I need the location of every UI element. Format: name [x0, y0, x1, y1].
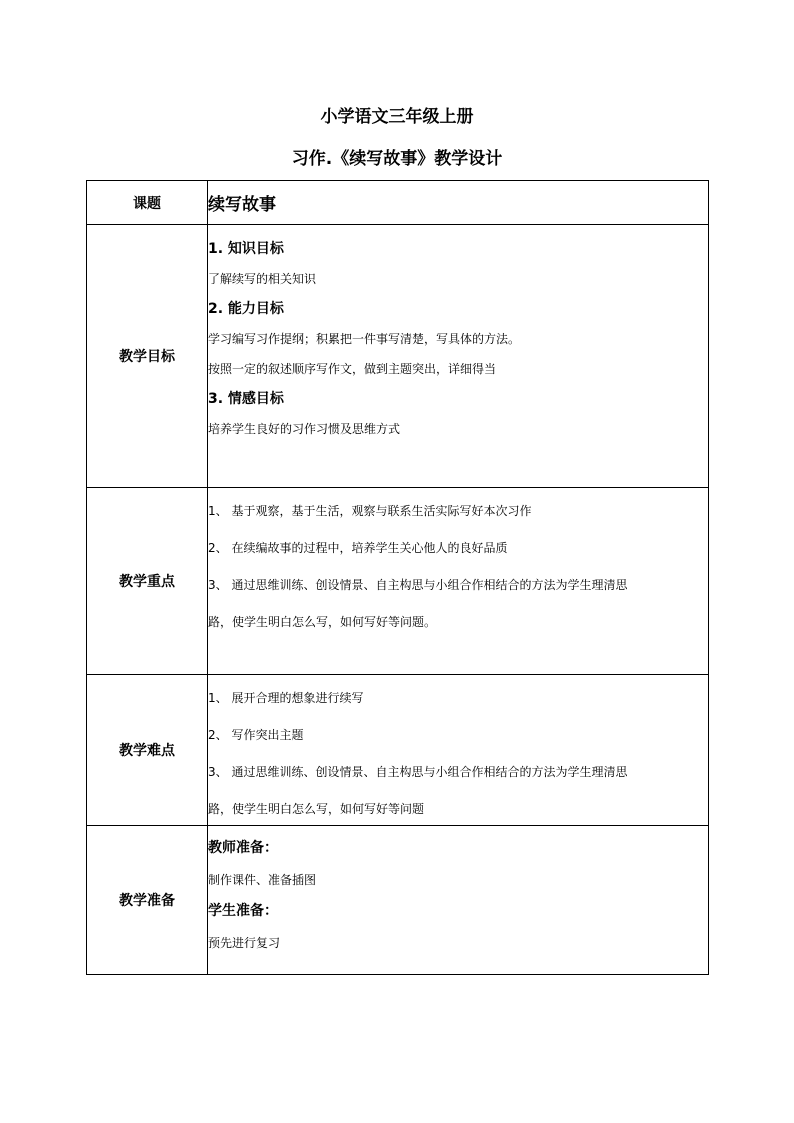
difficulty-item: 3、 通过思维训练、创设情景、自主构思与小组合作相结合的方法为学生理清思	[208, 765, 628, 779]
knowledge-goal-text: 了解续写的相关知识	[208, 272, 317, 286]
ability-goal-heading: 2. 能力目标	[208, 301, 284, 317]
student-prep-heading: 学生准备：	[208, 903, 278, 919]
key-point-item: 3、 通过思维训练、创设情景、自主构思与小组合作相结合的方法为学生理清思	[208, 578, 628, 592]
knowledge-goal-heading: 1. 知识目标	[208, 241, 284, 257]
teacher-prep-text: 制作课件、准备插图	[208, 873, 317, 887]
topic-row	[87, 181, 709, 225]
goals-row	[87, 225, 709, 488]
key-point-item: 2、 在续编故事的过程中，培养学生关心他人的良好品质	[208, 541, 508, 555]
key-points-row	[87, 488, 709, 675]
emotion-goal-heading: 3. 情感目标	[208, 391, 284, 407]
key-point-item-continued: 路，使学生明白怎么写，如何写好等问题。	[208, 615, 437, 629]
document-title: 小学语文三年级上册	[320, 107, 474, 127]
teacher-prep-heading: 教师准备：	[208, 840, 278, 856]
difficulties-row	[87, 675, 709, 826]
difficulties-label: 教学难点	[87, 675, 208, 826]
student-prep-text: 预先进行复习	[208, 936, 281, 950]
key-point-item: 1、 基于观察，基于生活，观察与联系生活实际写好本次习作	[208, 504, 532, 518]
goals-label: 教学目标	[87, 225, 208, 488]
preparation-label: 教学准备	[87, 826, 208, 975]
ability-goal-text-1: 学习编写习作提纲；积累把一件事写清楚，写具体的方法。	[208, 332, 521, 346]
emotion-goal-text: 培养学生良好的习作习惯及思维方式	[208, 422, 401, 436]
difficulty-item: 1、 展开合理的想象进行续写	[208, 691, 364, 705]
difficulty-item-continued: 路，使学生明白怎么写，如何写好等问题	[208, 802, 425, 816]
ability-goal-text-2: 按照一定的叙述顺序写作文，做到主题突出，详细得当	[208, 362, 497, 376]
preparation-content	[208, 826, 709, 975]
lesson-plan-table	[86, 180, 709, 975]
preparation-row	[87, 826, 709, 975]
difficulties-content	[208, 675, 709, 826]
key-points-content	[208, 488, 709, 675]
topic-label: 课题	[87, 181, 208, 225]
key-points-label: 教学重点	[87, 488, 208, 675]
goals-content	[208, 225, 709, 488]
topic-value: 续写故事	[208, 181, 709, 225]
difficulty-item: 2、 写作突出主题	[208, 728, 304, 742]
document-subtitle: 习作.《续写故事》教学设计	[291, 149, 503, 169]
